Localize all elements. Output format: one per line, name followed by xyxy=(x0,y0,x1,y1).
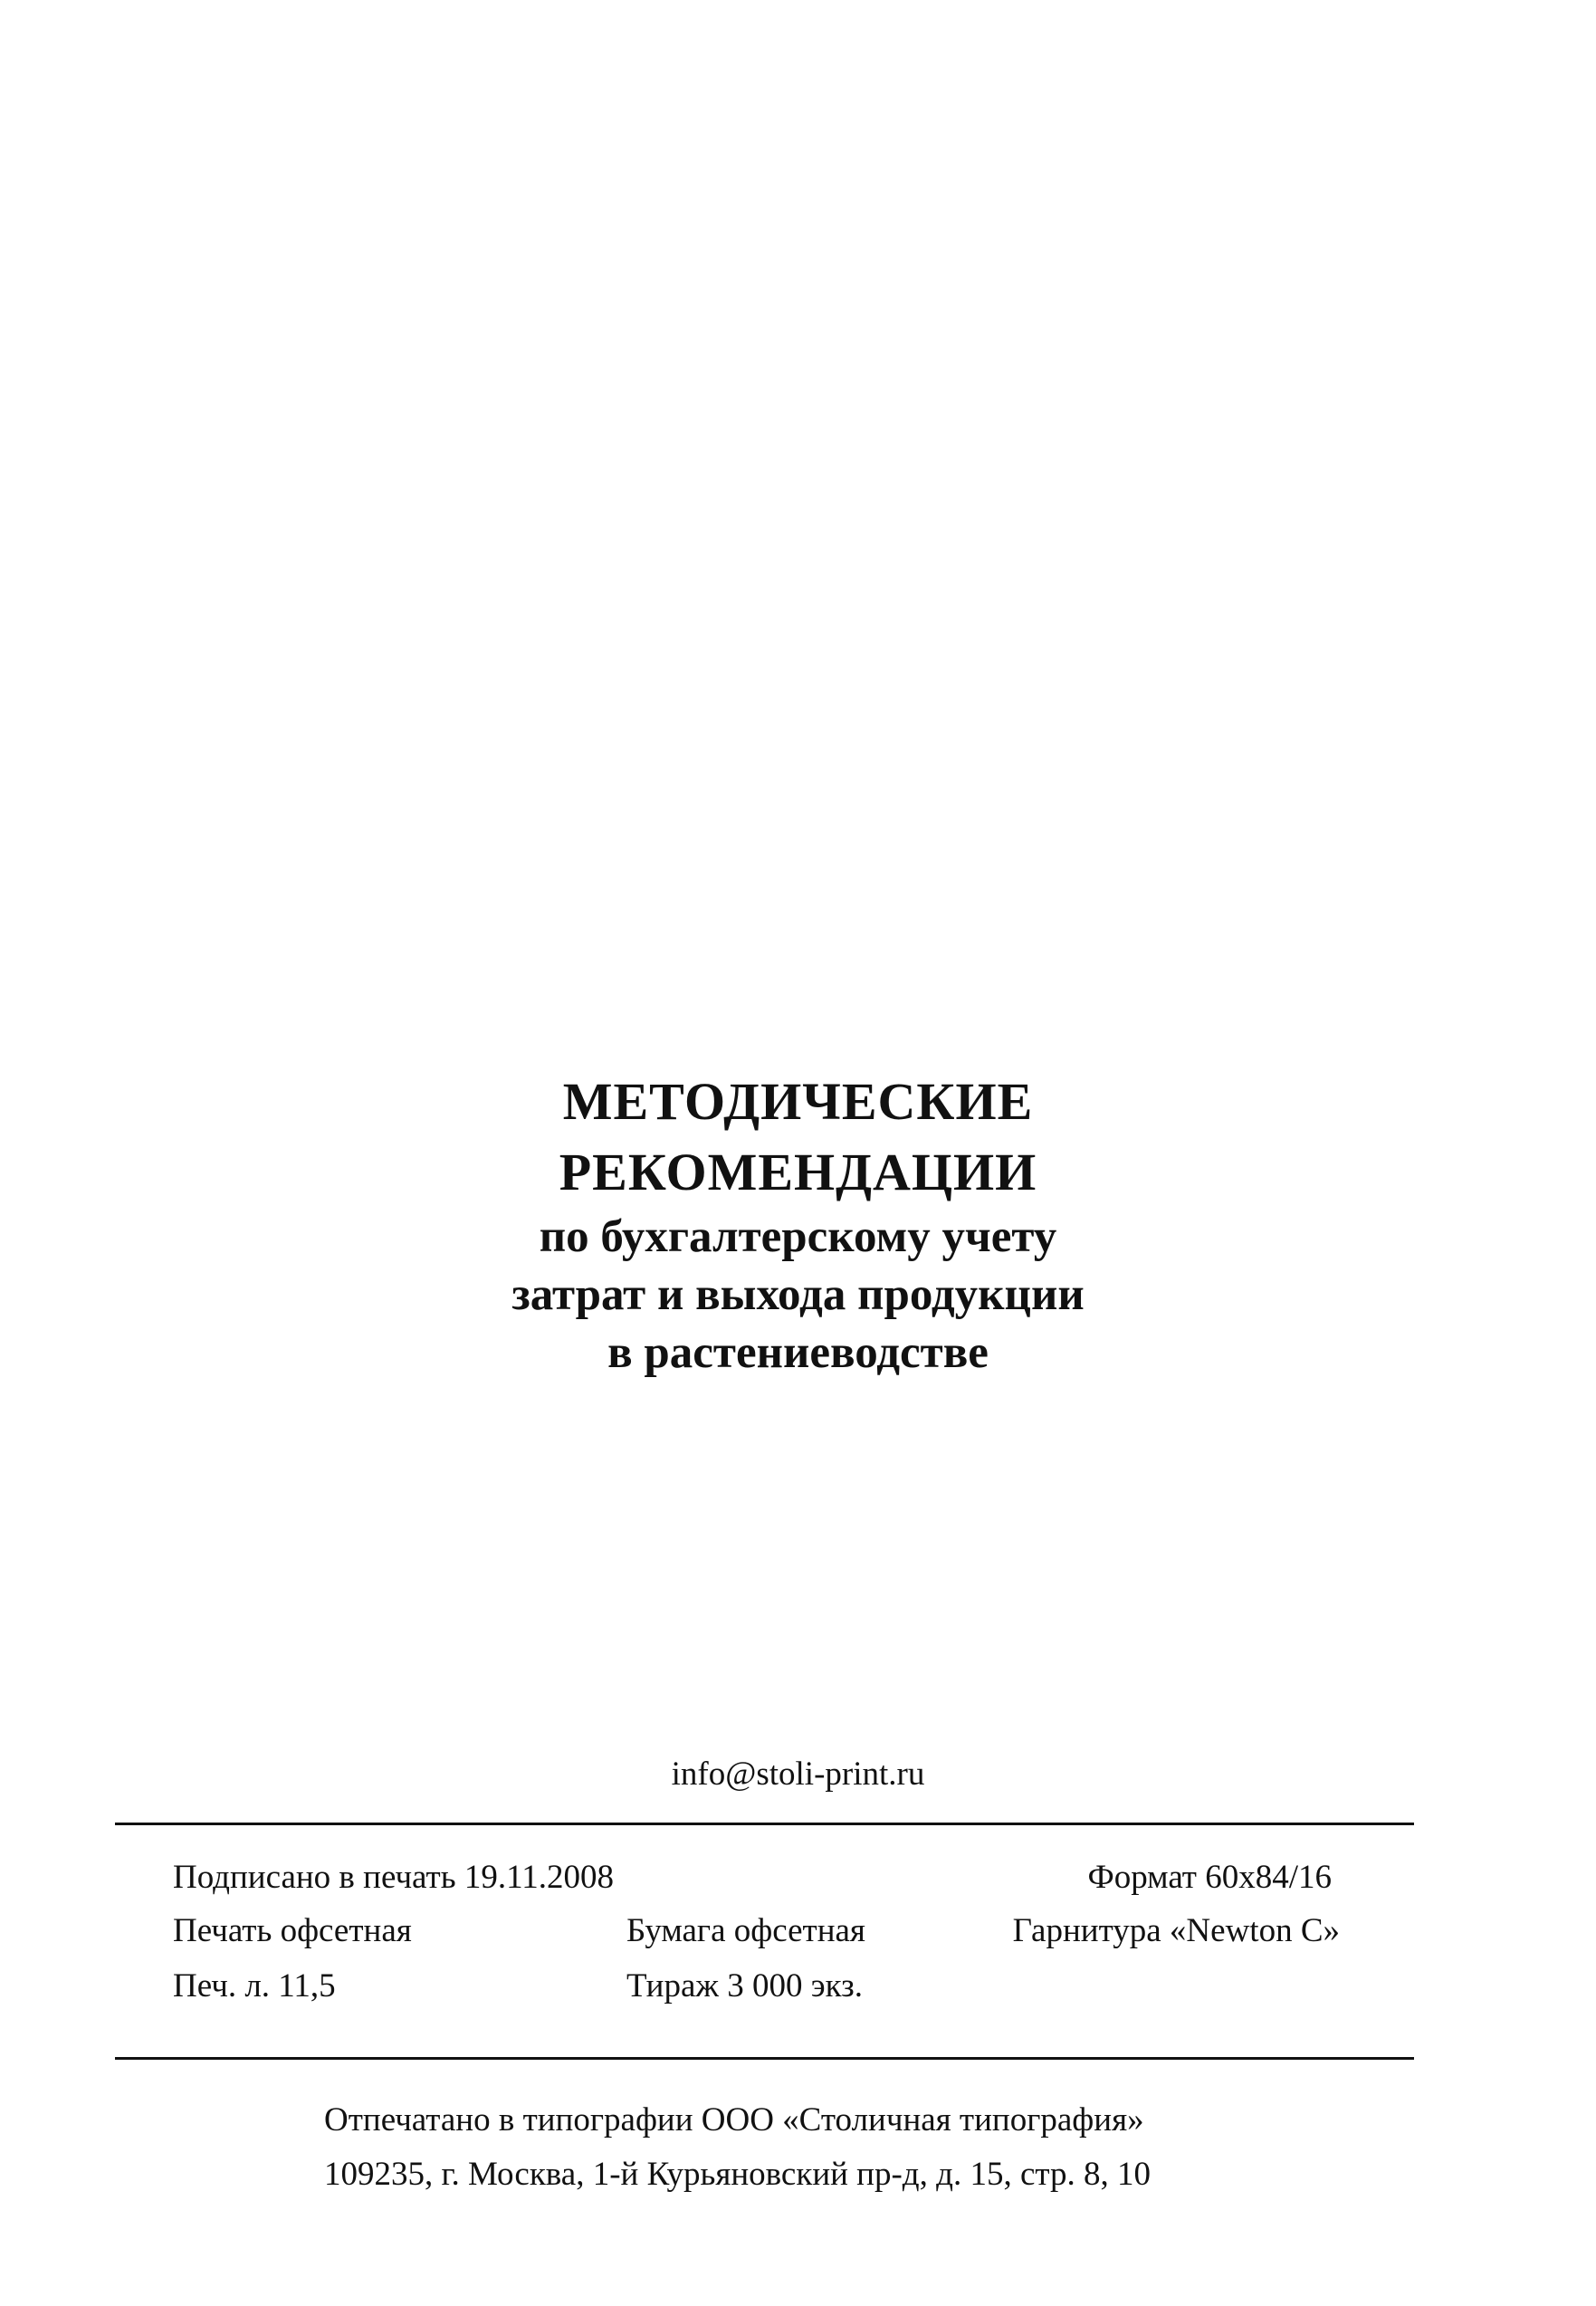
title-line-4: затрат и выхода продукции xyxy=(511,1269,1085,1320)
title-line-5: в растениеводстве xyxy=(607,1327,989,1378)
imprint-bottom-divider xyxy=(115,2057,1414,2060)
imprint-typeface: Гарнитура «Newton C» xyxy=(1012,1912,1340,1949)
imprint-sheets: Печ. л. 11,5 xyxy=(173,1967,336,2005)
title-line-2: РЕКОМЕНДАЦИИ xyxy=(559,1143,1037,1201)
imprint-circulation: Тираж 3 000 экз. xyxy=(626,1967,863,2005)
imprint-paper: Бумага офсетная xyxy=(626,1912,865,1949)
imprint-format: Формат 60x84/16 xyxy=(1087,1859,1332,1896)
printer-address: 109235, г. Москва, 1-й Курьяновский пр-д, д. 15, стр. 8, 10 xyxy=(324,2156,1151,2193)
title-line-3: по бухгалтерскому учету xyxy=(539,1211,1057,1262)
title-line-1: МЕТОДИЧЕСКИЕ xyxy=(562,1072,1034,1131)
imprint-signed-date: Подписано в печать 19.11.2008 xyxy=(173,1859,614,1896)
publisher-email: info@stoli-print.ru xyxy=(671,1756,925,1793)
imprint-print-type: Печать офсетная xyxy=(173,1912,412,1949)
document-title xyxy=(0,1067,1596,1382)
imprint-top-divider xyxy=(115,1823,1414,1825)
printer-name: Отпечатано в типографии ООО «Столичная типография» xyxy=(324,2101,1144,2139)
